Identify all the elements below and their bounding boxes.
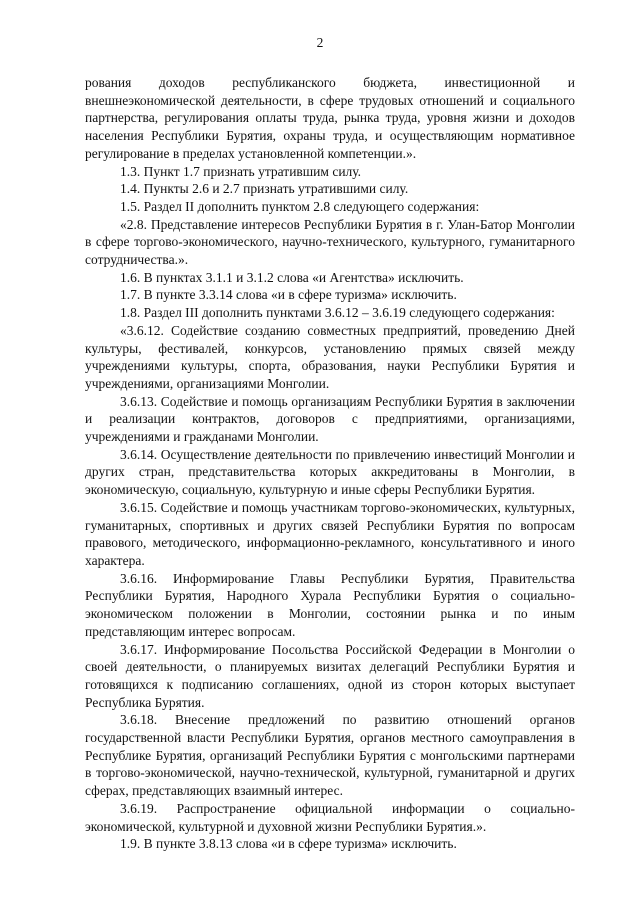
paragraph-3-6-14: 3.6.14. Осуществление деятельности по привлечению инвестиций Монголии и других стран, представительства которых аккредитованы в Монголии, в экономическую, социальную, культурную и иные сферы Республики Бурятия. <box>85 446 575 498</box>
document-body <box>85 74 575 853</box>
paragraph-1-6: 1.6. В пунктах 3.1.1 и 3.1.2 слова «и Агентства» исключить. <box>120 269 464 285</box>
paragraph-3-6-15: 3.6.15. Содействие и помощь участникам торгово-экономических, культурных, гуманитарных, спортивных и других связей Республики Бурятия по вопросам правового, методического, информационно-рекламного, консультативного и иного характера. <box>85 499 575 568</box>
paragraph-2-8: «2.8. Представление интересов Республики Бурятия в г. Улан-Батор Монголии в сфере торгово-экономического, научно-технического, культурного, гуманитарного сотрудничества.». <box>85 216 575 268</box>
paragraph-3-6-18: 3.6.18. Внесение предложений по развитию отношений органов государственной власти Республики Бурятия, органов местного самоуправления в Республике Бурятия, организаций Республики Бурятия с монгольскими партнерами в торгово-экономической, научно-технической, культурной, гуманитарной и других сферах, представляющих взаимный интерес. <box>85 712 575 799</box>
paragraph-continuation: рования доходов республиканского бюджета, инвестиционной и внешнеэкономической деятельности, в сфере трудовых отношений и социального партнерства, регулирования оплаты труда, рынка труда, уровня жизни и доходов населения Республики Бурятия, охраны труда, и осуществляющим нормативное регулирование в пределах установленной компетенции.». <box>85 75 575 161</box>
paragraph-3-6-16: 3.6.16. Информирование Главы Республики Бурятия, Правительства Республики Бурятия, Народного Хурала Республики Бурятия о социально-экономическом положении в Монголии, состоянии рынка и по иным представляющим интерес вопросам. <box>85 570 575 639</box>
paragraph-3-6-12: «3.6.12. Содействие созданию совместных предприятий, проведению Дней культуры, фестивалей, конкурсов, установлению прямых связей между учреждениями культуры, спорта, образования, науки Республики Бурятия и учреждениями, организациями Монголии. <box>85 322 575 391</box>
paragraph-1-4: 1.4. Пункты 2.6 и 2.7 признать утратившими силу. <box>120 181 409 197</box>
paragraph-1-3: 1.3. Пункт 1.7 признать утратившим силу. <box>120 163 362 179</box>
paragraph-1-8: 1.8. Раздел III дополнить пунктами 3.6.12 – 3.6.19 следующего содержания: <box>120 305 555 321</box>
page-number: 2 <box>316 35 324 50</box>
paragraph-1-5: 1.5. Раздел II дополнить пунктом 2.8 следующего содержания: <box>120 198 480 214</box>
paragraph-1-7: 1.7. В пункте 3.3.14 слова «и в сфере туризма» исключить. <box>120 287 457 303</box>
paragraph-3-6-17: 3.6.17. Информирование Посольства Российской Федерации в Монголии о своей деятельности, о планируемых визитах делегаций Республики Бурятия и готовящихся к подписанию соглашениях, одной из сторон которых выступает Республика Бурятия. <box>85 641 575 710</box>
paragraph-3-6-19: 3.6.19. Распространение официальной информации о социально-экономической, культурной и духовной жизни Республики Бурятия.». <box>85 800 575 834</box>
paragraph-3-6-13: 3.6.13. Содействие и помощь организациям Республики Бурятия в заключении и реализации контрактов, договоров с предприятиями, организациями, учреждениями и гражданами Монголии. <box>85 393 575 445</box>
paragraph-1-9: 1.9. В пункте 3.8.13 слова «и в сфере туризма» исключить. <box>120 836 457 852</box>
